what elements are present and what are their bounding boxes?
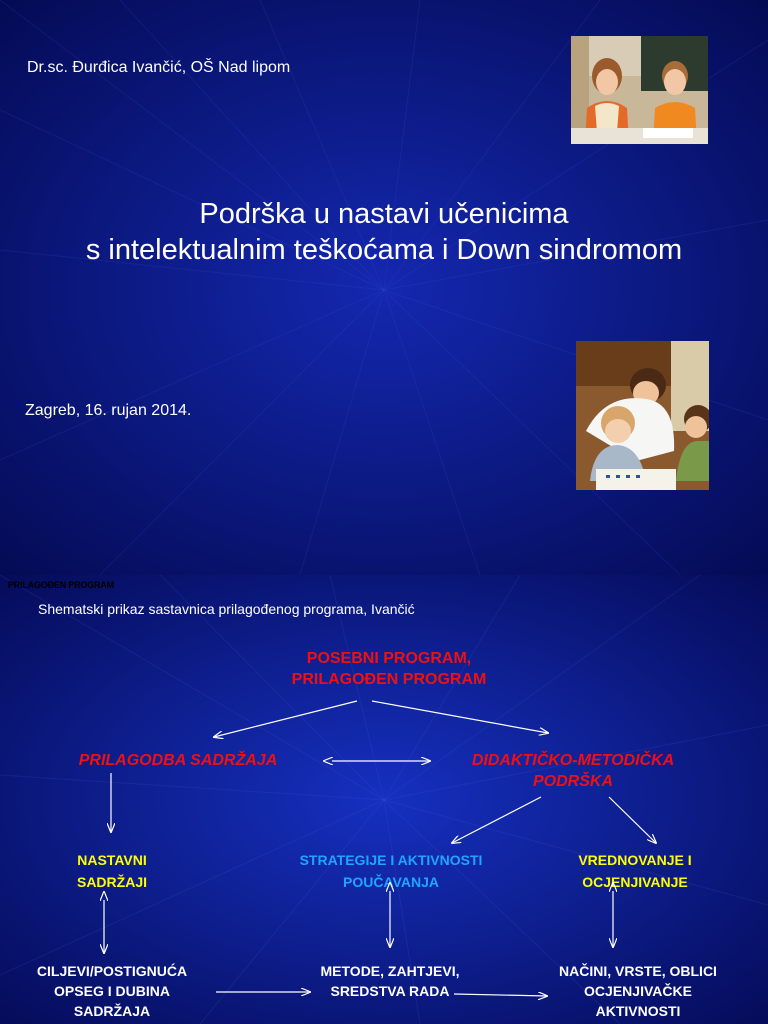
title-line-2: s intelektualnim teškoćama i Down sindromom (85, 234, 683, 266)
col2-bottom-line-1: METODE, ZAHTJEVI, (320, 963, 460, 979)
diagram-slide (0, 575, 768, 1024)
top-node-line-2: PRILAGOĐEN PROGRAM (291, 671, 487, 688)
right-branch-line-2: PODRŠKA (532, 773, 613, 790)
arrow-col2-to-col3 (454, 994, 547, 996)
col3-bottom-line-3: AKTIVNOSTI (595, 1003, 681, 1019)
col3-mid-line-2: OCJENJIVANJE (582, 874, 688, 890)
right-branch-line-1: DIDAKTIČKO-METODIČKA (471, 752, 675, 769)
arrow-top-to-right (372, 701, 548, 733)
col3-bottom-line-1: NAČINI, VRSTE, OBLICI (559, 963, 717, 979)
slide-header-label: PRILAGOĐEN PROGRAM (8, 580, 114, 590)
left-branch-node: PRILAGODBA SADRŽAJA (78, 752, 278, 769)
date-line: Zagreb, 16. rujan 2014. (25, 402, 192, 419)
author-line: Dr.sc. Đurđica Ivančić, OŠ Nad lipom (27, 59, 291, 76)
page-title (0, 196, 768, 268)
col1-bottom-line-2: OPSEG I DUBINA (54, 983, 170, 999)
teacher-helping-photo-icon (576, 341, 709, 490)
title-line-1: Podrška u nastavi učenicima (199, 198, 569, 230)
col2-bottom-line-2: SREDSTVA RADA (330, 983, 450, 999)
col3-mid-line-1: VREDNOVANJE I (578, 852, 692, 868)
classroom-photo-icon (571, 36, 708, 144)
slide-subtitle: Shematski prikaz sastavnica prilagođenog programa, Ivančić (38, 601, 415, 617)
col1-mid-line-1: NASTAVNI (77, 852, 147, 868)
col1-mid-line-2: SADRŽAJI (76, 874, 147, 890)
top-node-line-1: POSEBNI PROGRAM, (306, 650, 472, 667)
arrow-right-to-col3 (609, 797, 656, 843)
col3-bottom-line-2: OCJENJIVAČKE (584, 983, 692, 999)
col1-bottom-line-1: CILJEVI/POSTIGNUĆA (36, 963, 188, 979)
arrow-top-to-left (214, 701, 357, 737)
col2-mid-line-2: POUČAVANJA (343, 874, 439, 890)
arrow-right-to-col2 (452, 797, 541, 843)
diagram-arrows (0, 575, 768, 1024)
col2-mid-line-1: STRATEGIJE I AKTIVNOSTI (299, 852, 483, 868)
col1-bottom-line-3: SADRŽAJA (73, 1003, 151, 1019)
